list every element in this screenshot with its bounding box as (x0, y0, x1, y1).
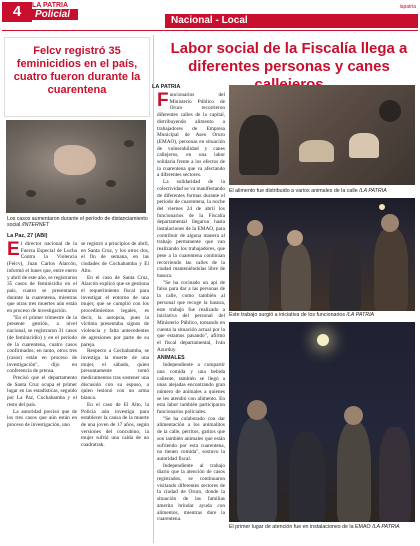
stone-shape (124, 140, 134, 147)
person-shape (379, 427, 411, 522)
person-shape (237, 417, 277, 522)
person-shape (241, 233, 269, 311)
dog-shape (349, 133, 379, 158)
photo1-caption (229, 188, 419, 194)
left-dateline: La Paz, 27 (ABI) (7, 233, 48, 239)
feminicide-photo (6, 120, 146, 213)
main-column (157, 92, 225, 542)
lamp-light (317, 334, 329, 346)
person-shape (374, 228, 408, 311)
stone-shape (26, 190, 36, 197)
left-column-1 (7, 241, 77, 541)
dog-shape (299, 140, 334, 162)
person-shape (281, 243, 311, 311)
person-shape (337, 422, 371, 522)
newspaper-name: LA PATRIA (32, 2, 69, 9)
person-head (287, 230, 303, 246)
caption-source: /INTERNET (21, 222, 50, 229)
paragraph: En el caso de Santa Cruz, Alarcón explicó que se gestiona el requerimiento fiscal para investigar el entorno de una mujer, que se cumplió con los procedimientos legales, es decir, la autopsia, pues la víctima presentaba signos de violencia y falta antecedentes de agresiones por parte de su pareja. (81, 274, 149, 348)
paragraph: Precisó que el departamento de Santa Cruz ocupa el primer lugar en las estadísticas, seguido por La Paz, Cochabamba y el resto del país. (7, 375, 77, 408)
caption-text: El primer lugar de atención fue en instalaciones de la EMAO (229, 524, 371, 530)
dog-shape (239, 115, 279, 175)
person-shape (289, 432, 325, 522)
paragraph: Respecto a Cochabamba, se investiga la muerte de una mujer, el sábado, quien presuntamente tomó medicamentos tras sostener una discusión con su esposo, a quien lesionó con un arma blanca. (81, 348, 149, 402)
hand-shape (54, 145, 96, 175)
caption-text: Este trabajo surgió a iniciativa de los funcionarios (229, 312, 346, 318)
drop-cap: E (7, 241, 20, 260)
paragraph: "En el primer trimestre de la presente gestión, a nivel nacional, se registraron 31 casos (de feminicidio) y en el periodo de la cuarentena, cuatro casos confirmados; en tanto, otros tres (casos) están en proceso de investigación", dijo en conferencia de prensa. (7, 314, 77, 375)
main-story-title: Labor social de la Fiscalía llega a diferentes personas y canes (170, 40, 408, 75)
person-head (247, 220, 263, 236)
section-bar: Nacional - Local (165, 14, 418, 28)
person-shape (379, 100, 401, 122)
caption-source: /LA PATRIA (359, 188, 387, 194)
stone-shape (76, 198, 86, 205)
stone-shape (106, 180, 116, 187)
main-byline: LA PATRIA (152, 84, 181, 90)
column-divider (153, 35, 154, 543)
caption-text: El alimento fue distribuido a varios animales de la calle (229, 188, 358, 194)
person-shape (329, 238, 361, 311)
site-name: lapatria (399, 4, 416, 10)
emao-facility-photo (229, 322, 415, 522)
paragraph: En el caso de El Alto, la Policía aún investiga para establecer la causa de la muerte de una joven de 17 años, según versiones del concubino, la mujer sufrió una caída de un cuadratrak. (81, 401, 149, 449)
person-head (381, 214, 399, 232)
caption-source: /LA PATRIA (346, 312, 375, 318)
paragraph: La solidaridad de la colectividad se va manifestando de diferentes formas durante el periodo de cuarentena, la noche del viernes 24 de abril los funcionarios de la Fiscalía departamental llegaron hasta instalaciones de la EMAO, para contribuir de alguna manera al trabajo permanente que van realizando los trabajadores, que pese a la cuarentena continúan recorriendo las calles de la ciudad manteniéndolas libre de basura. (157, 179, 225, 279)
paragraph: "Se ha cocinado un api de falso para dar a las personas de la calle, como también al personal que recoge la basura, este trabajo fue realizado a iniciativa del personal del Ministerio Público, tomando en cuenta la situación actual por la que estamos pasando", afirmó el fiscal departamental, Iván Azurduy. (157, 279, 225, 353)
issue-date: Oruro, martes 28 de abril de 2020 (333, 23, 416, 29)
paragraph: Independiente a compartir una comida y una bebida caliente, también se llegó a unas alejadas encontrando gran número de animales a quienes se les atendió con alimento. En esta labor también participaron funcionarios policiales. (157, 362, 225, 416)
person-head (344, 406, 363, 425)
section-logo: Policial (32, 9, 78, 20)
drop-cap: F (157, 92, 169, 111)
street-light (379, 204, 385, 210)
person-head (247, 400, 267, 420)
paragraph: Independiente al trabajo diario que la atención de casos registrados, se continuaron visitando diferentes sectores de la ciudad de Oruro, donde la situación de las familias amerita brindar ayuda con alimentos, mientras dure la cuarentena. (157, 462, 225, 523)
paragraph: uncionarios del Ministerio Público de Oruro recorrieron diferentes calles de la capital, distribuyendo alimento a trabajadores de Empresa Municipal de Aseo Oruro (EMAO), personas en situación de vulnerabilidad y canes callejeros, en una labor solidaria frente a los efectos de la cuarentena que va afectando a diferentes sectores. (157, 92, 225, 179)
left-column-2 (81, 241, 149, 541)
dogs-eating-photo (229, 85, 415, 185)
paragraph: La autoridad precisó que de los tres casos que aún están en proceso de investigación, uno (7, 408, 77, 428)
photo3-caption (229, 524, 419, 530)
caption-text: Los casos aumentaron durante el período de distanciamiento social (7, 216, 148, 229)
caption-source: /LA PATRIA (372, 524, 400, 530)
left-story-title: Felcv registró 35 feminicidios en el país, cuatro fueron durante la cuarentena (13, 45, 141, 96)
left-image-caption (7, 216, 149, 228)
night-workers-photo (229, 198, 415, 311)
photo2-caption (229, 312, 419, 318)
subheading: ANIMALES (157, 355, 185, 362)
header-rule (2, 30, 418, 31)
paragraph: se registró a principios de abril, en Santa Cruz, y los otros dos, el fin de semana, en las ciudades de Cochabamba y El Alto. (81, 241, 149, 274)
page-number: 4 (2, 2, 32, 22)
paragraph: l director nacional de la Fuerza Especial de Lucha Contra la Violencia (Felcv), Juan Carlos Alarcón, informó el lunes que, entre enero y abril de este año, se registraron 35 casos de feminicidio en el país, cuatro se presentaron durante la cuarentena, mientras que otras tres muertes aún están en proceso de investigación. (7, 241, 77, 315)
paragraph: "Se ha colaborado con dar alimentación a los animalitos de la calle, perritos, gatitos que son también animales que están sufriendo por esta cuarentena, no tienen comida", sostuvo la autoridad fiscal. (157, 415, 225, 462)
